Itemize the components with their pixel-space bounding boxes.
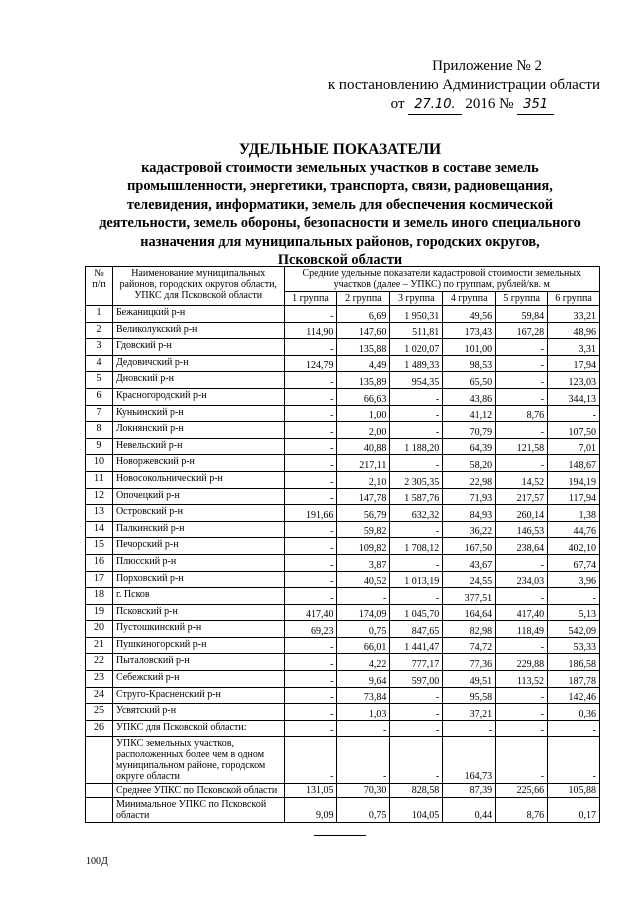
row-number: 7 <box>86 405 113 422</box>
group-6-value: 117,94 <box>548 488 600 505</box>
title-line: назначения для муниципальных районов, городских округов, <box>140 233 540 250</box>
row-name: Гдовский р-н <box>112 339 284 356</box>
group-3-value: 828,58 <box>390 784 443 798</box>
row-name: Дновский р-н <box>112 372 284 389</box>
group-4-value: 36,22 <box>443 521 496 538</box>
row-number: 26 <box>86 720 113 737</box>
group-2-value: 1,00 <box>337 405 390 422</box>
group-2-value: 2,10 <box>337 471 390 488</box>
group-6-value: 7,01 <box>548 438 600 455</box>
row-name: Невельский р-н <box>112 438 284 455</box>
group-2-value: 66,63 <box>337 388 390 405</box>
header-name: Наименование муниципальных районов, городских округов области, УПКС для Псковской области <box>112 267 284 306</box>
row-name: Струго-Красненский р-н <box>112 687 284 704</box>
table-row <box>86 355 600 372</box>
appendix-date-line <box>260 95 600 115</box>
group-1-value: - <box>284 438 337 455</box>
group-5-value: - <box>496 720 548 737</box>
group-2-value: 59,82 <box>337 521 390 538</box>
group-4-value: 71,93 <box>443 488 496 505</box>
row-name: Пушкиногорский р-н <box>112 637 284 654</box>
group-6-value: 194,19 <box>548 471 600 488</box>
group-3-value: 511,81 <box>390 322 443 339</box>
group-1-value: - <box>284 488 337 505</box>
group-2-value: 4,49 <box>337 355 390 372</box>
group-5-value: 8,76 <box>496 405 548 422</box>
group-1-value: 191,66 <box>284 505 337 522</box>
group-3-value: - <box>390 455 443 472</box>
table-row <box>86 737 600 784</box>
row-number: 16 <box>86 554 113 571</box>
group-3-value: - <box>390 687 443 704</box>
row-number: 12 <box>86 488 113 505</box>
group-1-value: - <box>284 306 337 323</box>
row-number: 25 <box>86 704 113 721</box>
table-row <box>86 322 600 339</box>
header-group-2: 2 группа <box>337 292 390 306</box>
row-number: 5 <box>86 372 113 389</box>
row-name: Себежский р-н <box>112 671 284 688</box>
row-name: Пыталовский р-н <box>112 654 284 671</box>
table-row <box>86 538 600 555</box>
group-1-value: - <box>284 737 337 784</box>
row-name: Псковский р-н <box>112 604 284 621</box>
group-4-value: 377,51 <box>443 588 496 605</box>
group-4-value: 0,44 <box>443 798 496 823</box>
row-name: Палкинский р-н <box>112 521 284 538</box>
group-2-value: 135,89 <box>337 372 390 389</box>
row-number: 2 <box>86 322 113 339</box>
row-number: 18 <box>86 588 113 605</box>
group-1-value: 131,05 <box>284 784 337 798</box>
row-name: Плюсский р-н <box>112 554 284 571</box>
group-5-value: 225,66 <box>496 784 548 798</box>
group-1-value: - <box>284 339 337 356</box>
group-1-value: - <box>284 372 337 389</box>
group-6-value: 1,38 <box>548 505 600 522</box>
group-2-value: 109,82 <box>337 538 390 555</box>
group-4-value: 37,21 <box>443 704 496 721</box>
row-name: Опочецкий р-н <box>112 488 284 505</box>
group-4-value: 77,36 <box>443 654 496 671</box>
row-name: Порховский р-н <box>112 571 284 588</box>
header-group-4: 4 группа <box>443 292 496 306</box>
group-3-value: - <box>390 422 443 439</box>
group-3-value: 954,35 <box>390 372 443 389</box>
group-5-value: 167,28 <box>496 322 548 339</box>
group-2-value: 3,87 <box>337 554 390 571</box>
group-2-value: 174,09 <box>337 604 390 621</box>
group-6-value: 402,10 <box>548 538 600 555</box>
group-6-value: 48,96 <box>548 322 600 339</box>
group-1-value: - <box>284 471 337 488</box>
header-group-3: 3 группа <box>390 292 443 306</box>
row-name: Среднее УПКС по Псковской области <box>112 784 284 798</box>
title-line: телевидения, информатики, земель для обеспечения космической <box>126 196 554 213</box>
group-3-value: 1 950,31 <box>390 306 443 323</box>
group-6-value: 187,78 <box>548 671 600 688</box>
group-6-value: 0,36 <box>548 704 600 721</box>
group-3-value: - <box>390 554 443 571</box>
header-groups: Средние удельные показатели кадастровой стоимости земельных участков (далее – УПКС) по группам, рублей/кв. м <box>284 267 599 292</box>
group-1-value: - <box>284 704 337 721</box>
group-3-value: - <box>390 704 443 721</box>
row-name: Островский р-н <box>112 505 284 522</box>
group-2-value: 9,64 <box>337 671 390 688</box>
group-6-value: - <box>548 405 600 422</box>
group-6-value: 186,58 <box>548 654 600 671</box>
group-6-value: - <box>548 720 600 737</box>
group-2-value: 40,52 <box>337 571 390 588</box>
group-1-value: - <box>284 588 337 605</box>
group-4-value: 49,51 <box>443 671 496 688</box>
table-row <box>86 422 600 439</box>
group-1-value: - <box>284 521 337 538</box>
group-5-value: 59,84 <box>496 306 548 323</box>
group-4-value: 74,72 <box>443 637 496 654</box>
group-3-value: 1 013,19 <box>390 571 443 588</box>
table-row <box>86 571 600 588</box>
group-2-value: 217,11 <box>337 455 390 472</box>
row-number: 11 <box>86 471 113 488</box>
group-1-value: - <box>284 455 337 472</box>
group-2-value: 56,79 <box>337 505 390 522</box>
row-name: Великолукский р-н <box>112 322 284 339</box>
group-3-value: 632,32 <box>390 505 443 522</box>
group-2-value: - <box>337 737 390 784</box>
row-name: Красногородский р-н <box>112 388 284 405</box>
group-4-value: 167,50 <box>443 538 496 555</box>
table-row <box>86 438 600 455</box>
group-5-value: - <box>496 388 548 405</box>
group-1-value: - <box>284 637 337 654</box>
group-5-value: 146,53 <box>496 521 548 538</box>
group-5-value: 238,64 <box>496 538 548 555</box>
row-name: Пустошкинский р-н <box>112 621 284 638</box>
row-name: Печорский р-н <box>112 538 284 555</box>
group-4-value: 87,39 <box>443 784 496 798</box>
group-3-value: - <box>390 388 443 405</box>
group-3-value: 1 441,47 <box>390 637 443 654</box>
group-6-value: - <box>548 737 600 784</box>
group-5-value: 8,76 <box>496 798 548 823</box>
table-row <box>86 604 600 621</box>
group-3-value: 847,65 <box>390 621 443 638</box>
group-4-value: 164,73 <box>443 737 496 784</box>
appendix-block <box>260 57 600 115</box>
group-4-value: 65,50 <box>443 372 496 389</box>
group-3-value: - <box>390 737 443 784</box>
group-2-value: 40,88 <box>337 438 390 455</box>
row-name: Минимальное УПКС по Псковской области <box>112 798 284 823</box>
group-6-value: - <box>548 588 600 605</box>
row-name: УПКС земельных участков, расположенных более чем в одном муниципальном районе, городском округе области <box>112 737 284 784</box>
group-3-value: 597,00 <box>390 671 443 688</box>
group-3-value: 1 188,20 <box>390 438 443 455</box>
group-6-value: 107,50 <box>548 422 600 439</box>
table-row <box>86 339 600 356</box>
row-number: 10 <box>86 455 113 472</box>
group-1-value: - <box>284 422 337 439</box>
table-row <box>86 554 600 571</box>
group-6-value: 0,17 <box>548 798 600 823</box>
group-3-value: - <box>390 521 443 538</box>
header-num: № п/п <box>86 267 113 306</box>
header-group-1: 1 группа <box>284 292 337 306</box>
row-number: 3 <box>86 339 113 356</box>
group-6-value: 3,96 <box>548 571 600 588</box>
signature-line <box>314 835 366 836</box>
group-4-value: 98,53 <box>443 355 496 372</box>
group-2-value: 6,69 <box>337 306 390 323</box>
group-2-value: 0,75 <box>337 798 390 823</box>
title-line: деятельности, земель обороны, безопасности и земель иного специального <box>99 215 581 232</box>
group-4-value: 95,58 <box>443 687 496 704</box>
group-4-value: 24,55 <box>443 571 496 588</box>
table-body <box>86 306 600 823</box>
row-number: 21 <box>86 637 113 654</box>
appendix-reference: к постановлению Администрации области <box>327 77 600 93</box>
group-2-value: - <box>337 588 390 605</box>
table-row <box>86 621 600 638</box>
group-1-value: - <box>284 388 337 405</box>
group-5-value: 14,52 <box>496 471 548 488</box>
group-5-value: - <box>496 704 548 721</box>
group-5-value: 113,52 <box>496 671 548 688</box>
table-row <box>86 720 600 737</box>
table-row <box>86 671 600 688</box>
row-name: Новосокольнический р-н <box>112 471 284 488</box>
group-5-value: - <box>496 637 548 654</box>
group-1-value: 69,23 <box>284 621 337 638</box>
row-name: Куньинский р-н <box>112 405 284 422</box>
group-5-value: - <box>496 737 548 784</box>
group-1-value: - <box>284 405 337 422</box>
group-1-value: - <box>284 720 337 737</box>
table-row <box>86 654 600 671</box>
group-3-value: 2 305,35 <box>390 471 443 488</box>
group-1-value: - <box>284 687 337 704</box>
row-number-empty <box>86 784 113 798</box>
row-name: Дедовичский р-н <box>112 355 284 372</box>
group-4-value: 70,79 <box>443 422 496 439</box>
table-row <box>86 388 600 405</box>
group-1-value: 124,79 <box>284 355 337 372</box>
group-3-value: 1 045,70 <box>390 604 443 621</box>
group-5-value: - <box>496 588 548 605</box>
row-number: 6 <box>86 388 113 405</box>
table-row <box>86 372 600 389</box>
group-2-value: 2,00 <box>337 422 390 439</box>
group-5-value: 118,49 <box>496 621 548 638</box>
table-row <box>86 488 600 505</box>
row-name: г. Псков <box>112 588 284 605</box>
handwritten-date: 27.10. <box>408 95 461 115</box>
group-6-value: 148,67 <box>548 455 600 472</box>
group-6-value: 142,46 <box>548 687 600 704</box>
table-row <box>86 784 600 798</box>
group-1-value: - <box>284 654 337 671</box>
group-6-value: 542,09 <box>548 621 600 638</box>
table-row <box>86 306 600 323</box>
group-4-value: 43,67 <box>443 554 496 571</box>
group-3-value: - <box>390 588 443 605</box>
group-3-value: 104,05 <box>390 798 443 823</box>
group-5-value: 417,40 <box>496 604 548 621</box>
table-row <box>86 505 600 522</box>
row-number: 20 <box>86 621 113 638</box>
row-number: 24 <box>86 687 113 704</box>
row-number-empty <box>86 798 113 823</box>
group-2-value: 4,22 <box>337 654 390 671</box>
group-5-value: 260,14 <box>496 505 548 522</box>
row-name: Усвятский р-н <box>112 704 284 721</box>
group-5-value: 217,57 <box>496 488 548 505</box>
group-5-value: - <box>496 455 548 472</box>
group-5-value: 234,03 <box>496 571 548 588</box>
group-1-value: - <box>284 571 337 588</box>
indicators-table <box>85 266 600 823</box>
document-title <box>60 140 620 269</box>
group-1-value: - <box>284 538 337 555</box>
group-2-value: - <box>337 720 390 737</box>
row-number: 22 <box>86 654 113 671</box>
row-name: УПКС для Псковской области: <box>112 720 284 737</box>
table-row <box>86 521 600 538</box>
group-4-value: 41,12 <box>443 405 496 422</box>
group-3-value: 1 708,12 <box>390 538 443 555</box>
group-5-value: - <box>496 372 548 389</box>
group-6-value: 44,76 <box>548 521 600 538</box>
group-2-value: 73,84 <box>337 687 390 704</box>
group-4-value: 49,56 <box>443 306 496 323</box>
group-6-value: 67,74 <box>548 554 600 571</box>
group-6-value: 105,88 <box>548 784 600 798</box>
group-3-value: - <box>390 405 443 422</box>
group-2-value: 70,30 <box>337 784 390 798</box>
group-4-value: 58,20 <box>443 455 496 472</box>
row-number-empty <box>86 737 113 784</box>
appendix-title: Приложение № 2 <box>432 58 542 74</box>
group-4-value: 82,98 <box>443 621 496 638</box>
row-number: 15 <box>86 538 113 555</box>
group-6-value: 17,94 <box>548 355 600 372</box>
group-5-value: - <box>496 355 548 372</box>
row-name: Новоржевский р-н <box>112 455 284 472</box>
table-row <box>86 471 600 488</box>
group-4-value: 101,00 <box>443 339 496 356</box>
group-1-value: - <box>284 671 337 688</box>
row-number: 13 <box>86 505 113 522</box>
row-name: Локнянский р-н <box>112 422 284 439</box>
group-6-value: 53,33 <box>548 637 600 654</box>
table-row <box>86 637 600 654</box>
group-5-value: - <box>496 554 548 571</box>
title-line: промышленности, энергетики, транспорта, связи, радиовещания, <box>127 178 553 195</box>
table-row <box>86 405 600 422</box>
group-2-value: 147,60 <box>337 322 390 339</box>
group-1-value: 9,09 <box>284 798 337 823</box>
row-number: 8 <box>86 422 113 439</box>
group-3-value: 777,17 <box>390 654 443 671</box>
group-3-value: 1 020,07 <box>390 339 443 356</box>
row-number: 17 <box>86 571 113 588</box>
row-number: 19 <box>86 604 113 621</box>
table-row <box>86 687 600 704</box>
group-6-value: 3,31 <box>548 339 600 356</box>
group-2-value: 147,78 <box>337 488 390 505</box>
date-prefix: от <box>390 96 405 112</box>
group-3-value: - <box>390 720 443 737</box>
group-2-value: 1,03 <box>337 704 390 721</box>
group-4-value: 164,64 <box>443 604 496 621</box>
group-2-value: 135,88 <box>337 339 390 356</box>
table-row <box>86 798 600 823</box>
title-line: кадастровой стоимости земельных участков в составе земель <box>141 160 539 176</box>
footer-code: 100Д <box>86 856 108 867</box>
title-heading: УДЕЛЬНЫЕ ПОКАЗАТЕЛИ <box>238 141 442 158</box>
group-4-value: 64,39 <box>443 438 496 455</box>
group-4-value: 173,43 <box>443 322 496 339</box>
group-6-value: 5,13 <box>548 604 600 621</box>
group-3-value: 1 489,33 <box>390 355 443 372</box>
group-6-value: 344,13 <box>548 388 600 405</box>
row-name: Бежаницкий р-н <box>112 306 284 323</box>
group-1-value: 417,40 <box>284 604 337 621</box>
group-5-value: 229,88 <box>496 654 548 671</box>
group-4-value: - <box>443 720 496 737</box>
table-row <box>86 455 600 472</box>
group-5-value: - <box>496 339 548 356</box>
group-6-value: 33,21 <box>548 306 600 323</box>
row-number: 23 <box>86 671 113 688</box>
group-4-value: 84,93 <box>443 505 496 522</box>
year-text: 2016 № <box>465 96 514 112</box>
group-4-value: 43,86 <box>443 388 496 405</box>
group-6-value: 123,03 <box>548 372 600 389</box>
table-row <box>86 588 600 605</box>
group-5-value: 121,58 <box>496 438 548 455</box>
group-5-value: - <box>496 687 548 704</box>
group-2-value: 0,75 <box>337 621 390 638</box>
group-4-value: 22,98 <box>443 471 496 488</box>
table-row <box>86 704 600 721</box>
row-number: 4 <box>86 355 113 372</box>
group-3-value: 1 587,76 <box>390 488 443 505</box>
header-group-5: 5 группа <box>496 292 548 306</box>
group-2-value: 66,01 <box>337 637 390 654</box>
row-number: 14 <box>86 521 113 538</box>
title-line: Псковской области <box>277 252 403 269</box>
header-group-6: 6 группа <box>548 292 600 306</box>
group-1-value: - <box>284 554 337 571</box>
group-1-value: 114,90 <box>284 322 337 339</box>
group-5-value: - <box>496 422 548 439</box>
row-number: 1 <box>86 306 113 323</box>
row-number: 9 <box>86 438 113 455</box>
handwritten-number: 351 <box>517 95 554 115</box>
